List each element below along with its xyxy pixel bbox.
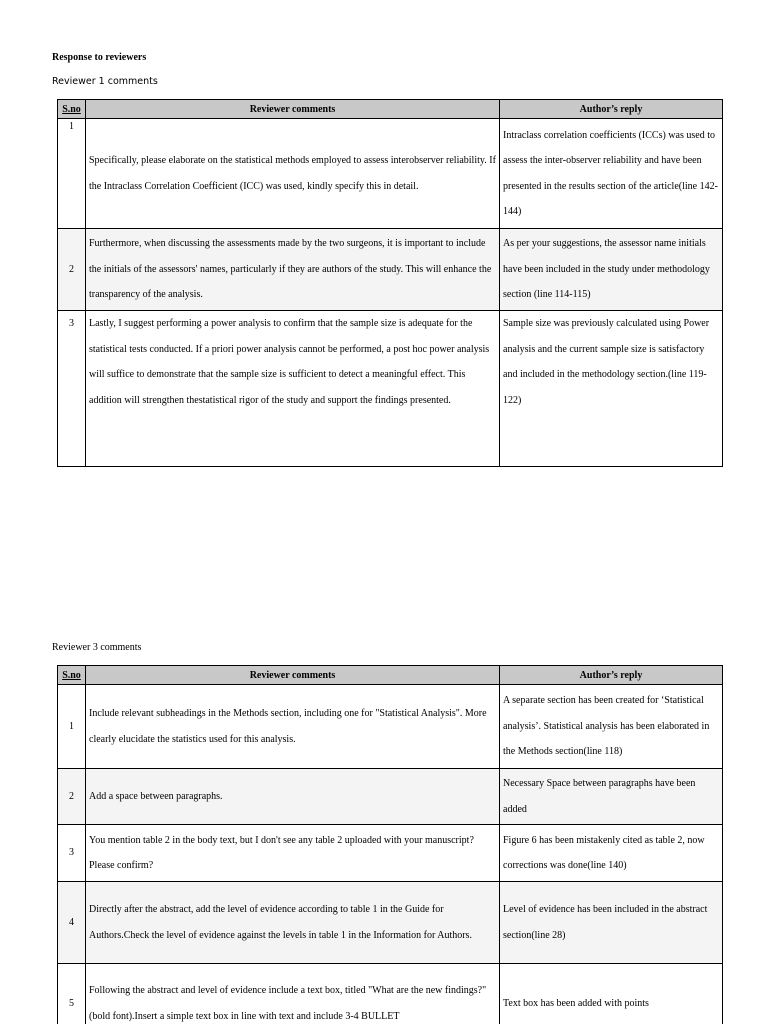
table-row [58,685,723,769]
author-reply: As per your suggestions, the assessor name initials have been included in the study under methodology section (line 114-115) [500,229,723,311]
author-reply: Sample size was previously calculated using Power analysis and the current sample size is satisfactory and included in the methodology section.(line 119-122) [500,311,723,467]
reply-header: Author’s reply [500,100,723,119]
reviewer-comment: You mention table 2 in the body text, but I don't see any table 2 uploaded with your manuscript? Please confirm? [86,825,500,882]
author-reply: Intraclass correlation coefficients (ICCs) was used to assess the inter-observer reliability and have been presented in the results section of the article(line 142-144) [500,119,723,229]
author-reply: Text box has been added with points [500,964,723,1024]
author-reply: A separate section has been created for ‘Statistical analysis’. Statistical analysis has been elaborated in the Methods section(line 118) [500,685,723,769]
table-row [58,229,723,311]
comments-header: Reviewer comments [86,100,500,119]
reviewer-comment: Directly after the abstract, add the level of evidence according to table 1 in the Guide for Authors.Check the level of evidence against the levels in table 1 in the Information for Authors. [86,882,500,964]
table-row [58,769,723,825]
table-row [58,119,723,229]
reviewer3-table [57,665,723,1024]
row-number: 1 [58,119,86,229]
author-reply: Figure 6 has been mistakenly cited as table 2, now corrections was done(line 140) [500,825,723,882]
reviewer-comment: Include relevant subheadings in the Methods section, including one for "Statistical Analysis". More clearly elucidate the statistics used for this analysis. [86,685,500,769]
sno-header: S.no [58,666,86,685]
reviewer3-heading: Reviewer 3 comments [52,642,142,653]
table-header-row [58,666,723,685]
reviewer-comment: Specifically, please elaborate on the statistical methods employed to assess interobserver reliability. If the Intraclass Correlation Coefficient (ICC) was used, kindly specify this in detail. [86,119,500,229]
reviewer-comment: Add a space between paragraphs. [86,769,500,825]
table-row [58,882,723,964]
reply-header: Author’s reply [500,666,723,685]
table-header-row [58,100,723,119]
author-reply: Level of evidence has been included in the abstract section(line 28) [500,882,723,964]
reviewer1-table [57,99,723,467]
table-row [58,964,723,1024]
row-number: 5 [58,964,86,1024]
reviewer-comment: Furthermore, when discussing the assessments made by the two surgeons, it is important to include the initials of the assessors' names, particularly if they are authors of the study. This will enhance the transparency of the analysis. [86,229,500,311]
document-title: Response to reviewers [52,52,147,63]
sno-header: S.no [58,100,86,119]
row-number: 2 [58,769,86,825]
row-number: 3 [58,825,86,882]
reviewer-comment: Lastly, I suggest performing a power analysis to confirm that the sample size is adequate for the statistical tests conducted. If a priori power analysis cannot be performed, a post hoc power analysis will suffice to demonstrate that the sample size is sufficient to detect a meaningful effect. This addition will strengthen thestatistical rigor of the study and support the findings presented. [86,311,500,467]
row-number: 1 [58,685,86,769]
author-reply: Necessary Space between paragraphs have been added [500,769,723,825]
row-number: 4 [58,882,86,964]
reviewer-comment: Following the abstract and level of evidence include a text box, titled "What are the new findings?" (bold font).Insert a simple text box in line with text and include 3-4 BULLET [86,964,500,1024]
reviewer1-heading: Reviewer 1 comments [52,76,158,87]
comments-header: Reviewer comments [86,666,500,685]
table-row [58,825,723,882]
table-row [58,311,723,467]
row-number: 2 [58,229,86,311]
row-number: 3 [58,311,86,467]
